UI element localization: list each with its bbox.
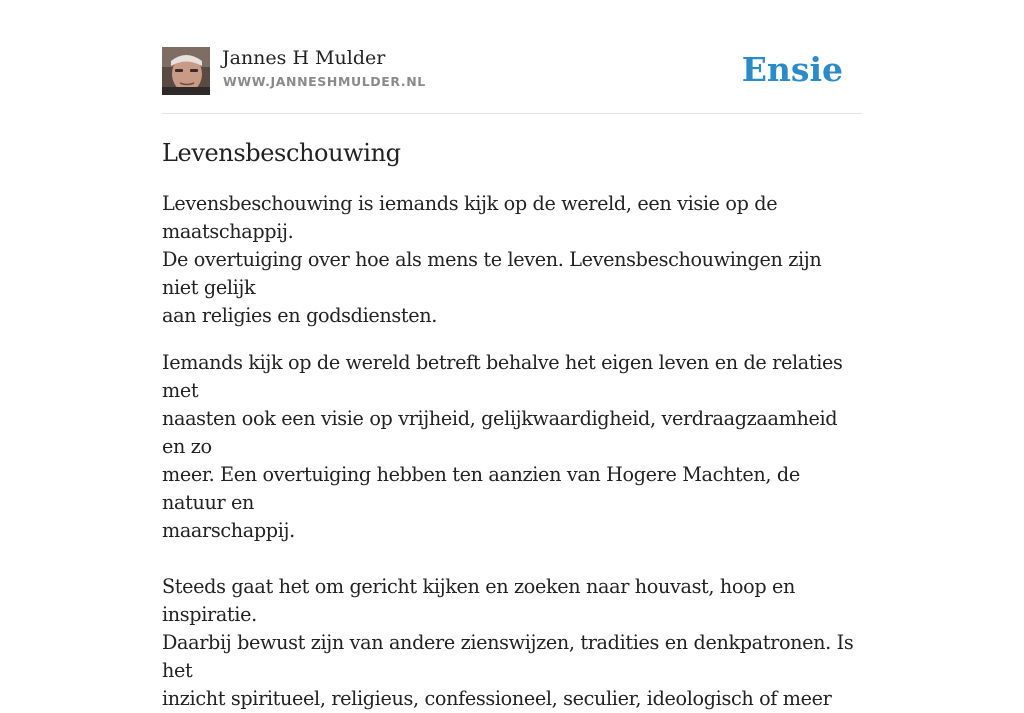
author-name[interactable]: Jannes H Mulder [222, 47, 386, 69]
author-avatar[interactable] [162, 47, 210, 95]
author-header [162, 46, 862, 96]
article-paragraph: Levensbeschouwing is iemands kijk op de wereld, een visie op de maatschappij. De overtuiging over hoe als mens te leven. Levensbeschouwingen zijn niet gelijk aan religies en godsdiensten. [162, 192, 822, 327]
article-body [162, 190, 862, 713]
article-paragraph: Iemands kijk op de wereld betreft behalve het eigen leven en de relaties met naasten ook een visie op vrijheid, gelijkwaardigheid, verdraagzaamheid en zo meer. Een overtuiging hebben ten aanzien van Hogere Machten, de natuur en maarschappij. Steeds gaat het om gericht kijken en zoeken naar houvast, hoop en inspiratie. Daarbij bewust zijn van andere zienswijzen, tradities en denkpatronen. Is het inzicht spiritueel, religieus, confessioneel, seculier, ideologisch of meer [162, 351, 854, 710]
author-website-link[interactable]: WWW.JANNESHMULDER.NL [223, 74, 426, 89]
article-title: Levensbeschouwing [162, 139, 401, 167]
avatar-photo [162, 47, 210, 95]
header-divider [162, 113, 862, 114]
page-content [162, 0, 862, 710]
ensie-logo[interactable]: Ensie [741, 50, 843, 89]
